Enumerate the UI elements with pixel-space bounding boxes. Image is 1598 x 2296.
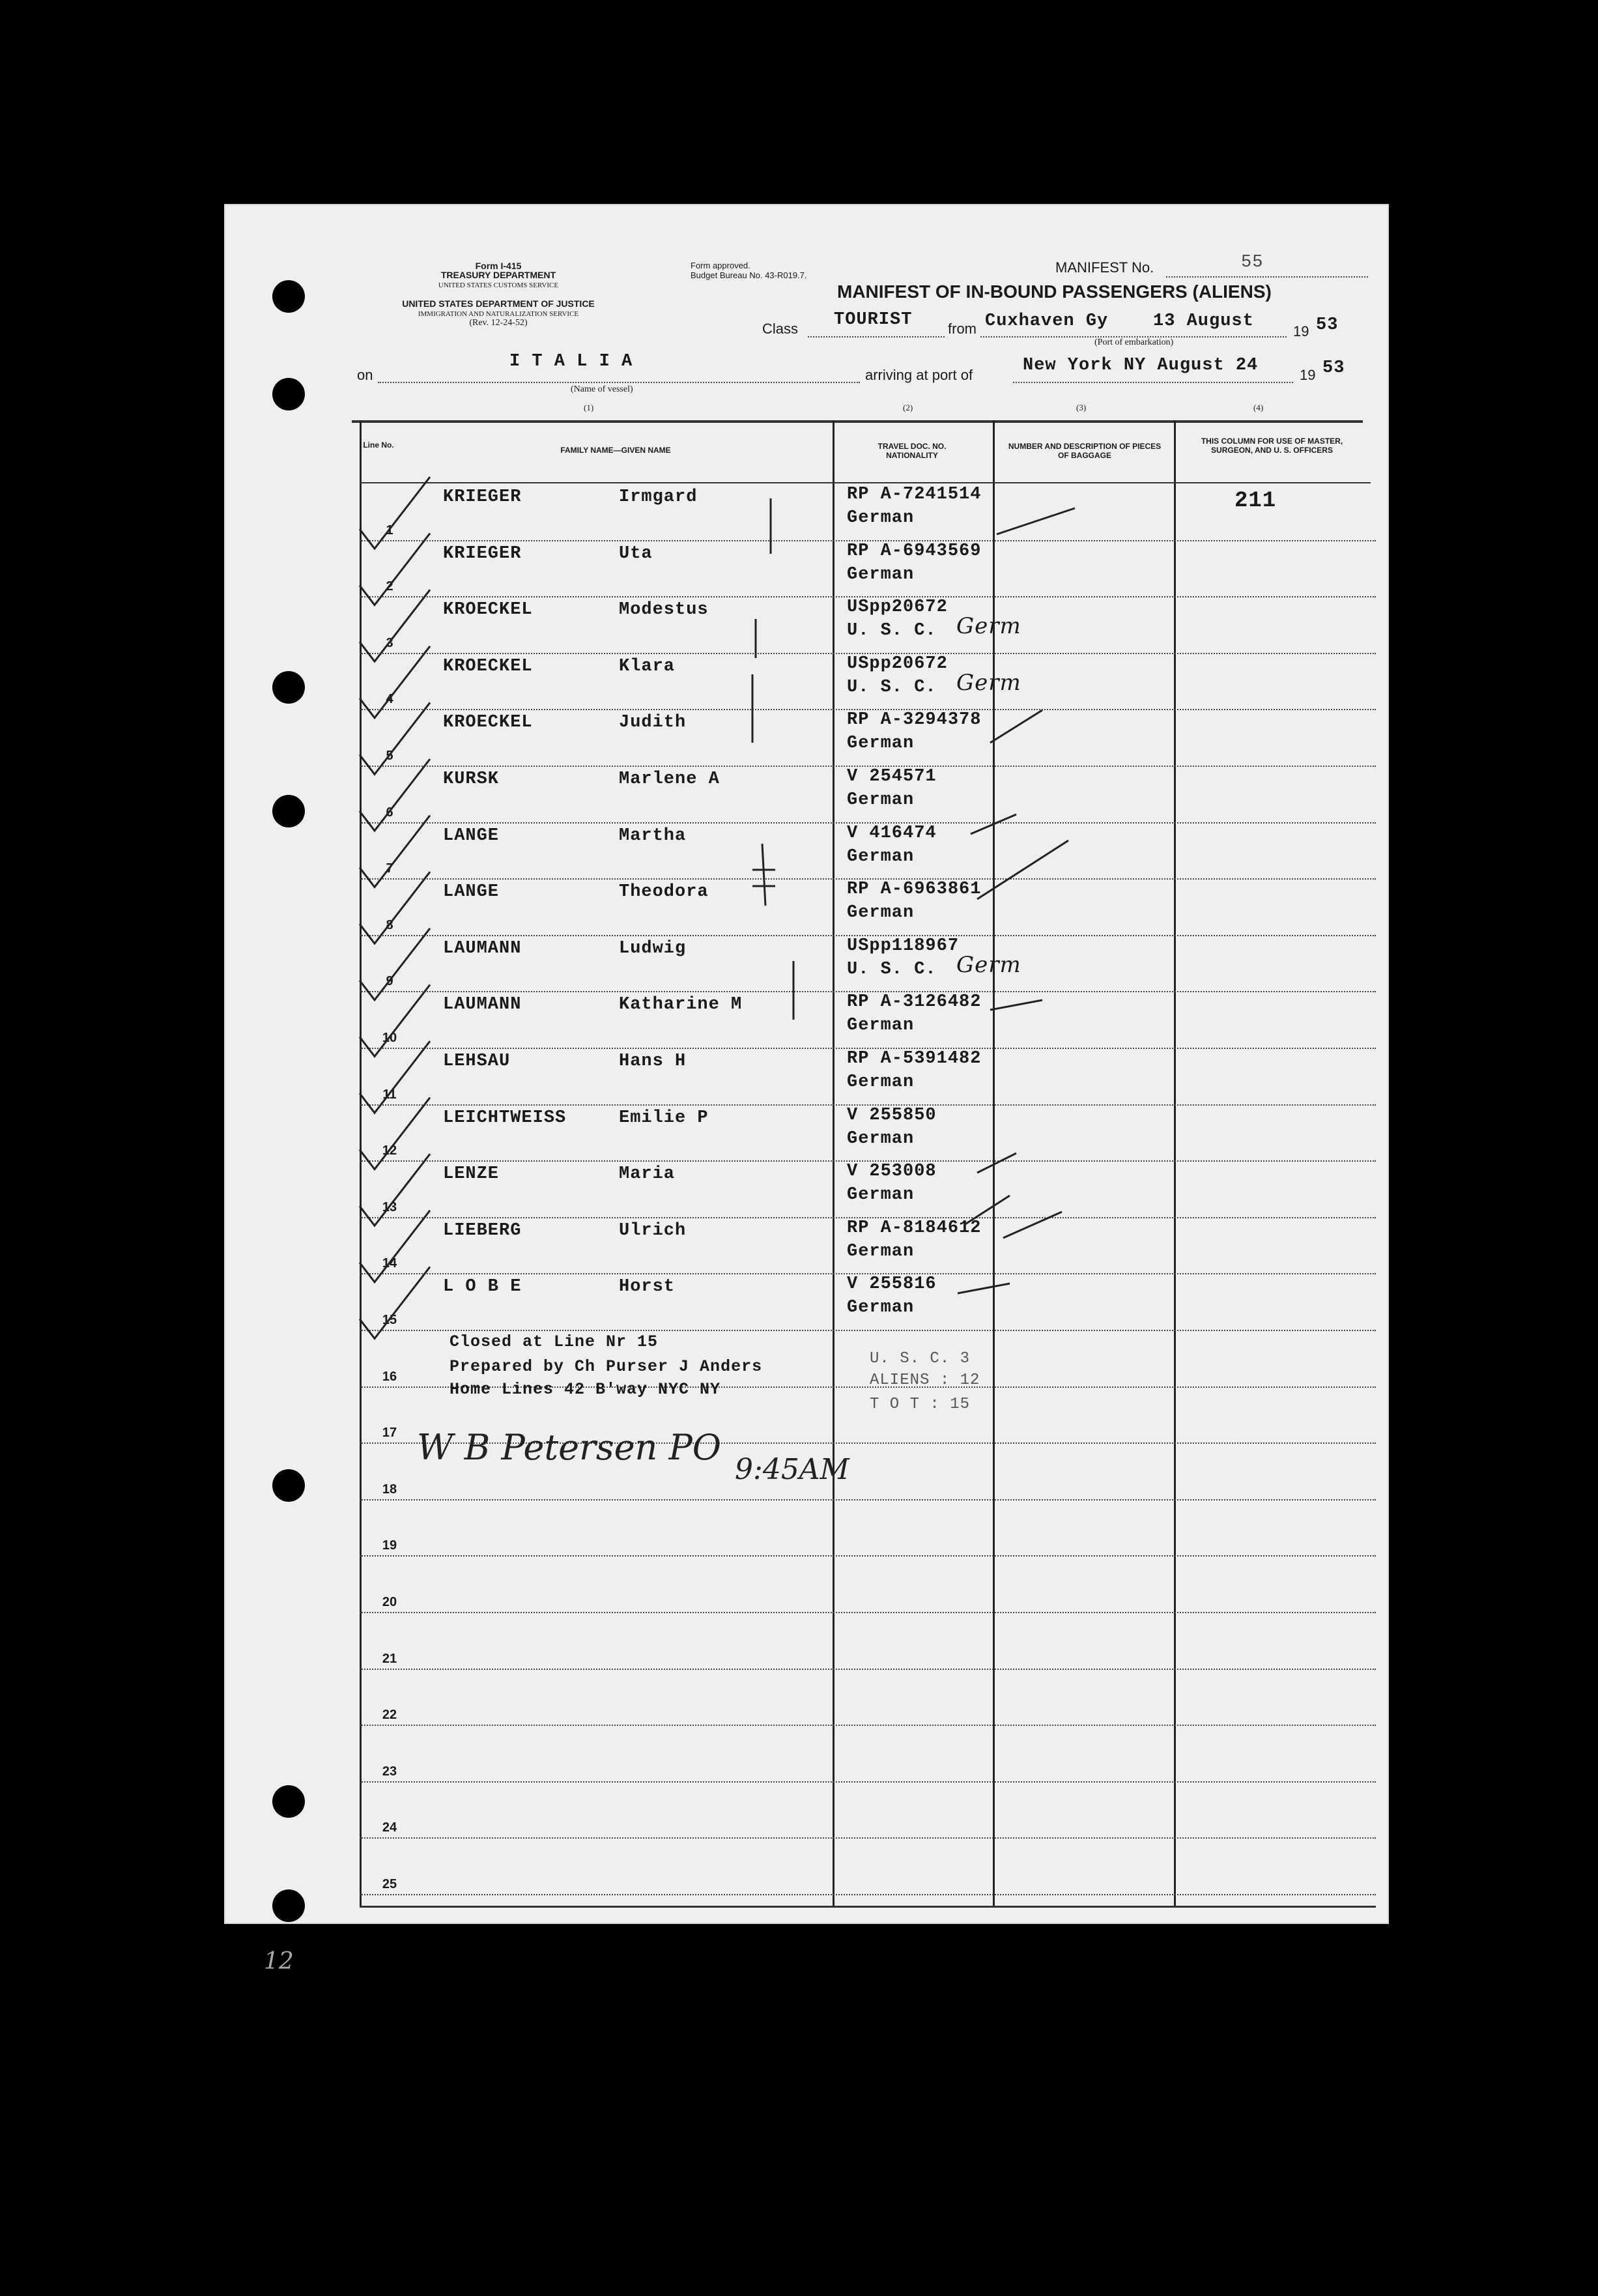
- line-number: 16: [382, 1369, 397, 1384]
- nationality: U. S. C.: [847, 959, 937, 979]
- dept-justice: UNITED STATES DEPARTMENT OF JUSTICE: [402, 298, 595, 309]
- family-name: KROECKEL: [443, 600, 533, 620]
- line-number: 20: [382, 1595, 397, 1609]
- travel-doc-number: V 416474: [847, 823, 937, 843]
- travel-doc-number: USpp20672: [847, 653, 948, 674]
- family-name: KROECKEL: [443, 656, 533, 676]
- family-name: LANGE: [443, 882, 500, 902]
- given-name: Irmgard: [619, 487, 698, 507]
- total-aliens: ALIENS : 12: [870, 1371, 980, 1389]
- line-number: 10: [382, 1031, 397, 1045]
- line-number: 11: [382, 1087, 397, 1102]
- embark-date: 13 August: [1153, 311, 1254, 331]
- col-header-baggage: NUMBER AND DESCRIPTION OF PIECES OF BAGGAGE: [1008, 442, 1162, 460]
- nationality: U. S. C.: [847, 621, 937, 641]
- col-num-3: (3): [1076, 403, 1087, 412]
- nationality: German: [847, 508, 915, 528]
- col-header-travel-doc: TRAVEL DOC. NO. NATIONALITY: [877, 442, 947, 460]
- travel-doc-number: V 253008: [847, 1162, 937, 1182]
- prepared-by: Prepared by Ch Purser J Anders: [449, 1357, 763, 1376]
- line-number: 8: [386, 917, 393, 932]
- arrival-year-prefix: 19: [1300, 367, 1316, 383]
- nationality: German: [847, 1185, 915, 1205]
- col-num-2: (2): [903, 403, 913, 412]
- line-number: 22: [382, 1708, 397, 1723]
- officer-mark: 211: [1234, 489, 1277, 513]
- handwritten-nationality: Germ: [956, 669, 1021, 696]
- col-header-line-no: Line No.: [363, 440, 394, 450]
- family-name: LEHSAU: [443, 1052, 511, 1071]
- inspector-signature: W B Petersen PO: [417, 1427, 722, 1468]
- form-revision: (Rev. 12-24-52): [469, 318, 528, 328]
- line-number: 3: [386, 635, 393, 650]
- class-label: Class: [762, 321, 799, 337]
- family-name: LAUMANN: [443, 995, 522, 1015]
- given-name: Horst: [619, 1277, 676, 1297]
- given-name: Katharine M: [619, 995, 743, 1015]
- line-number: 2: [386, 579, 393, 594]
- manifest-number: 55: [1241, 253, 1264, 272]
- closing-line: Closed at Line Nr 15: [449, 1332, 659, 1351]
- travel-doc-number: USpp20672: [847, 597, 948, 618]
- nationality: German: [847, 734, 915, 754]
- travel-doc-number: RP A-8184612: [847, 1218, 982, 1238]
- handwritten-nationality: Germ: [956, 951, 1021, 978]
- family-name: LIEBERG: [443, 1220, 522, 1241]
- on-label: on: [357, 367, 373, 383]
- family-name: L O B E: [443, 1277, 522, 1297]
- line-number: 6: [386, 805, 393, 820]
- family-name: KRIEGER: [443, 487, 522, 507]
- given-name: Uta: [619, 543, 653, 564]
- travel-doc-number: USpp118967: [847, 936, 960, 956]
- vessel-name-label: (Name of vessel): [571, 384, 633, 394]
- nationality: German: [847, 1241, 915, 1261]
- travel-doc-number: V 255816: [847, 1274, 937, 1295]
- manifest-title: MANIFEST OF IN-BOUND PASSENGERS (ALIENS): [837, 281, 1272, 302]
- vessel-name: I T A L I A: [509, 352, 633, 371]
- given-name: Emilie P: [619, 1108, 709, 1128]
- col-num-1: (1): [584, 403, 594, 412]
- given-name: Ludwig: [619, 938, 687, 958]
- line-number: 24: [382, 1820, 397, 1835]
- travel-doc-number: RP A-3126482: [847, 992, 982, 1012]
- embark-year-prefix: 19: [1293, 323, 1309, 339]
- travel-doc-number: V 255850: [847, 1105, 937, 1125]
- line-number: 1: [386, 523, 393, 538]
- line-number: 18: [382, 1482, 397, 1497]
- given-name: Hans H: [619, 1052, 687, 1071]
- line-number: 15: [382, 1313, 397, 1327]
- line-number: 21: [382, 1651, 397, 1666]
- travel-doc-number: RP A-3294378: [847, 710, 982, 730]
- handwritten-nationality: Germ: [956, 613, 1021, 640]
- line-number: 4: [386, 692, 393, 707]
- from-label: from: [948, 321, 977, 337]
- embark-year: 53: [1316, 315, 1339, 335]
- given-name: Klara: [619, 656, 676, 676]
- col-header-officers: THIS COLUMN FOR USE OF MASTER, SURGEON, AND U. S. OFFICERS: [1201, 437, 1343, 455]
- line-number: 7: [386, 861, 393, 876]
- travel-doc-number: V 254571: [847, 767, 937, 786]
- family-name: KROECKEL: [443, 713, 533, 733]
- check-mark: [360, 477, 430, 549]
- budget-bureau: Budget Bureau No. 43-R019.7.: [691, 270, 807, 280]
- given-name: Ulrich: [619, 1220, 687, 1241]
- line-number: 17: [382, 1426, 397, 1441]
- manifest-label: MANIFEST No.: [1055, 259, 1154, 276]
- travel-doc-number: RP A-5391482: [847, 1049, 982, 1069]
- line-number: 5: [386, 749, 393, 763]
- nationality: German: [847, 1298, 915, 1318]
- port-embarkation-label: (Port of embarkation): [1094, 337, 1174, 347]
- total-usc: U. S. C. 3: [870, 1350, 971, 1368]
- line-number: 25: [382, 1877, 397, 1891]
- given-name: Maria: [619, 1164, 676, 1184]
- nationality: German: [847, 846, 915, 867]
- nationality: U. S. C.: [847, 677, 937, 697]
- nationality: German: [847, 564, 915, 584]
- line-number: 19: [382, 1538, 397, 1553]
- total-all: T O T : 15: [870, 1396, 971, 1413]
- given-name: Modestus: [619, 600, 709, 620]
- travel-doc-number: RP A-6943569: [847, 541, 982, 561]
- class-value: TOURIST: [834, 310, 913, 330]
- form-approved: Form approved.: [691, 261, 750, 270]
- given-name: Marlene A: [619, 769, 720, 789]
- line-number: 12: [382, 1143, 397, 1158]
- from-port: Cuxhaven Gy: [985, 311, 1109, 331]
- line-number: 9: [386, 974, 393, 989]
- family-name: LAUMANN: [443, 938, 522, 958]
- nationality: German: [847, 1072, 915, 1092]
- given-name: Theodora: [619, 882, 709, 902]
- dept-treasury: TREASURY DEPARTMENT: [440, 270, 556, 280]
- line-number: 23: [382, 1764, 397, 1779]
- given-name: Martha: [619, 825, 687, 846]
- nationality: German: [847, 1128, 915, 1149]
- family-name: LEICHTWEISS: [443, 1108, 567, 1128]
- dept-treasury-sub: UNITED STATES CUSTOMS SERVICE: [438, 281, 559, 289]
- family-name: LANGE: [443, 825, 500, 846]
- dept-justice-sub: IMMIGRATION AND NATURALIZATION SERVICE: [418, 310, 579, 318]
- nationality: German: [847, 1016, 915, 1036]
- inspection-time: 9:45AM: [735, 1453, 849, 1486]
- form-number: Form I-415: [475, 261, 522, 271]
- family-name: LENZE: [443, 1164, 500, 1184]
- line-number: 13: [382, 1199, 397, 1214]
- margin-note: 12: [264, 1948, 294, 1975]
- col-num-4: (4): [1253, 403, 1264, 412]
- arriving-label: arriving at port of: [865, 367, 973, 383]
- shipping-line: Home Lines 42 B'way NYC NY: [449, 1380, 721, 1399]
- col-header-name: FAMILY NAME—GIVEN NAME: [560, 446, 671, 455]
- given-name: Judith: [619, 713, 687, 733]
- arrival-port: New York NY August 24: [1023, 356, 1259, 375]
- travel-doc-number: RP A-7241514: [847, 485, 982, 504]
- arrival-year: 53: [1322, 358, 1345, 378]
- nationality: German: [847, 903, 915, 923]
- travel-doc-number: RP A-6963861: [847, 880, 982, 900]
- nationality: German: [847, 790, 915, 810]
- family-name: KURSK: [443, 769, 500, 789]
- family-name: KRIEGER: [443, 543, 522, 564]
- line-number: 14: [382, 1256, 397, 1271]
